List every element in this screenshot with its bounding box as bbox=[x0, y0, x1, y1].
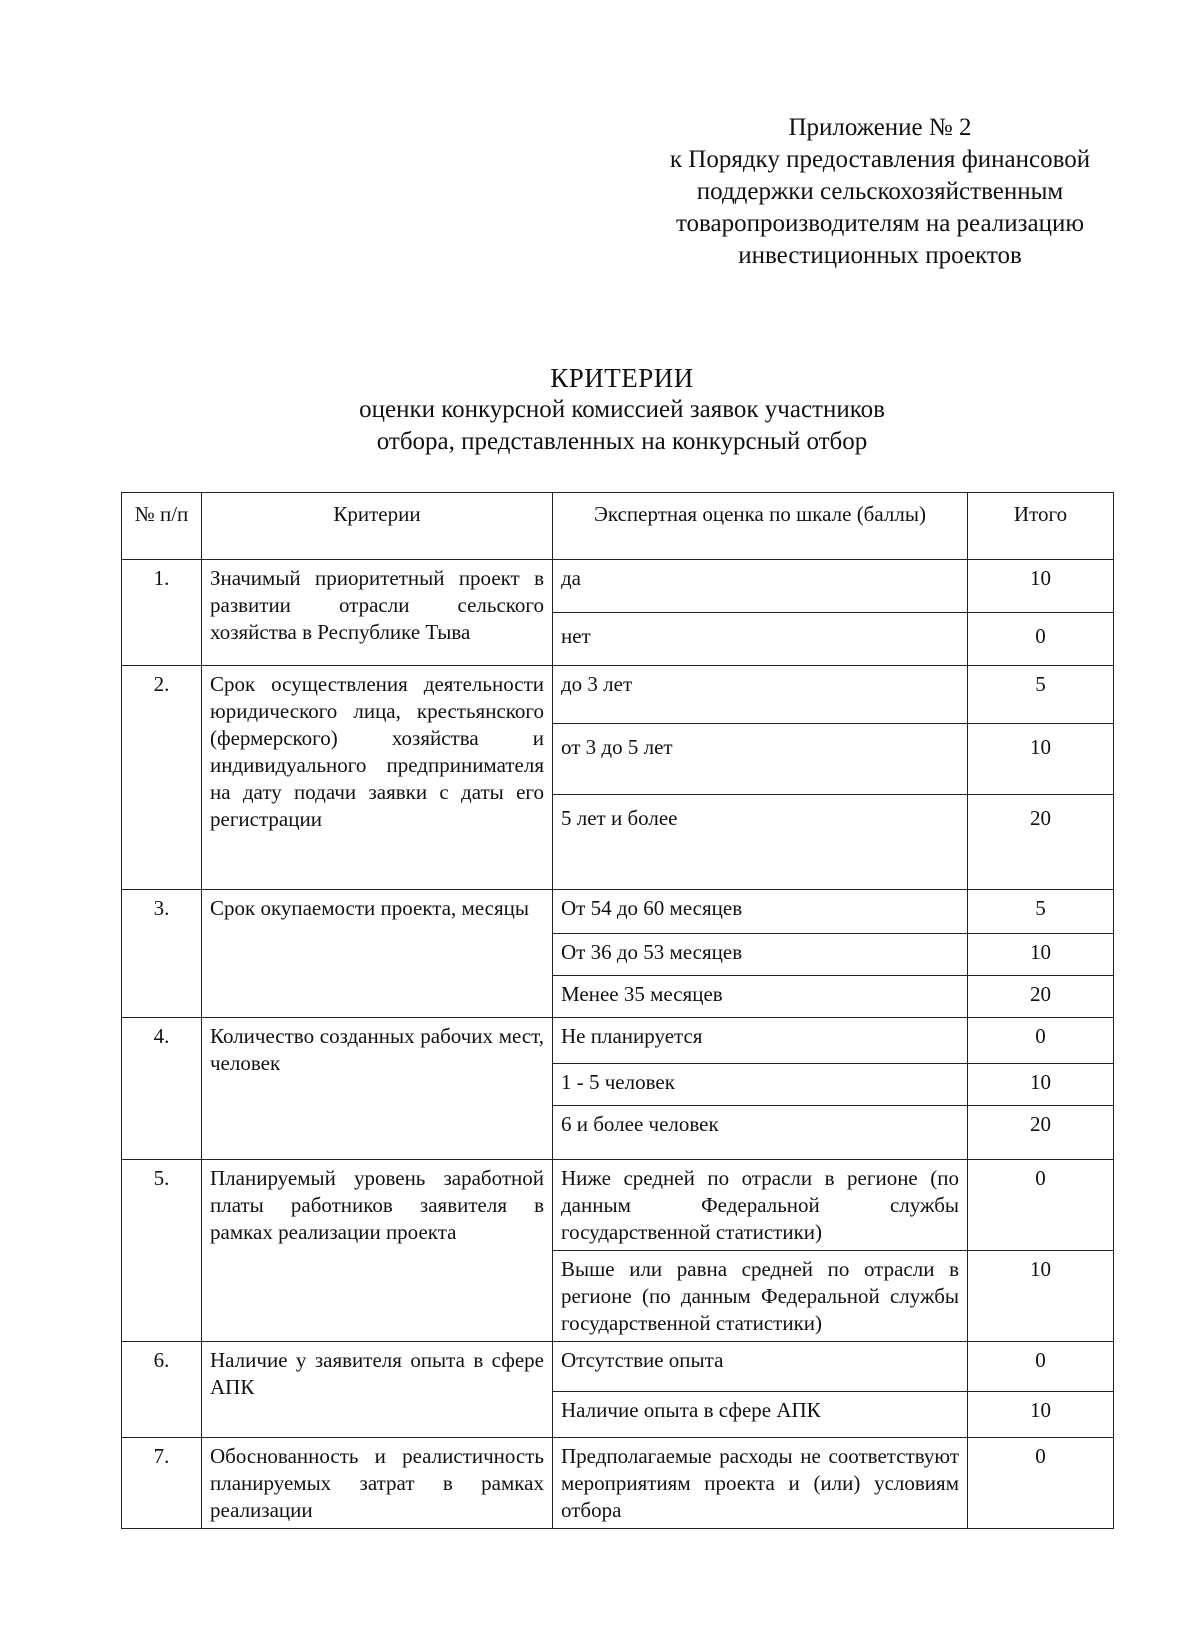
table-header-row bbox=[122, 493, 1114, 560]
score-value: 5 bbox=[968, 890, 1114, 934]
appendix-line: инвестиционных проектов bbox=[738, 242, 1022, 269]
row-number: 4. bbox=[122, 1018, 202, 1160]
header-num: № п/п bbox=[122, 493, 202, 560]
criterion-text: Значимый приоритетный проект в развитии отрасли сельского хозяйства в Республике Тыва bbox=[202, 560, 553, 666]
criterion-text: Срок окупаемости проекта, месяцы bbox=[202, 890, 553, 1018]
scale-option: От 36 до 53 месяцев bbox=[553, 934, 968, 976]
scale-option: От 54 до 60 месяцев bbox=[553, 890, 968, 934]
score-value: 10 bbox=[968, 724, 1114, 795]
appendix-line: товаропроизводителям на реализацию bbox=[675, 210, 1085, 237]
appendix-header bbox=[630, 112, 1130, 272]
score-value: 20 bbox=[968, 1106, 1114, 1160]
row-number: 2. bbox=[122, 666, 202, 890]
row-number: 3. bbox=[122, 890, 202, 1018]
scale-option: 6 и более человек bbox=[553, 1106, 968, 1160]
table-row bbox=[122, 1018, 1114, 1064]
score-value: 10 bbox=[968, 1392, 1114, 1438]
score-value: 0 bbox=[968, 1018, 1114, 1064]
scale-option: 1 - 5 человек bbox=[553, 1064, 968, 1106]
criterion-text: Срок осуществления деятельности юридического лица, крестьянского (фермерского) хозяйства и индивидуального предпринимателя на дату подачи заявки с даты его регистрации bbox=[202, 666, 553, 890]
header-total: Итого bbox=[968, 493, 1114, 560]
criterion-text: Наличие у заявителя опыта в сфере АПК bbox=[202, 1342, 553, 1438]
score-value: 10 bbox=[968, 1251, 1114, 1342]
title-main: КРИТЕРИИ bbox=[550, 363, 694, 393]
document-title bbox=[120, 362, 1124, 458]
table-row bbox=[122, 1438, 1114, 1529]
title-subtitle: оценки конкурсной комиссией заявок участников bbox=[359, 396, 885, 423]
table-row bbox=[122, 666, 1114, 724]
score-value: 10 bbox=[968, 934, 1114, 976]
scale-option: от 3 до 5 лет bbox=[553, 724, 968, 795]
criterion-text: Обоснованность и реалистичность планируемых затрат в рамках реализации bbox=[202, 1438, 553, 1529]
score-value: 10 bbox=[968, 560, 1114, 613]
header-criteria: Критерии bbox=[202, 493, 553, 560]
scale-option: Не планируется bbox=[553, 1018, 968, 1064]
scale-option: Выше или равна средней по отрасли в регионе (по данным Федеральной службы государственной статистики) bbox=[553, 1251, 968, 1342]
scale-option: Отсутствие опыта bbox=[553, 1342, 968, 1392]
criterion-text: Количество созданных рабочих мест, человек bbox=[202, 1018, 553, 1160]
appendix-number: Приложение № 2 bbox=[788, 114, 972, 141]
appendix-line: поддержки сельскохозяйственным bbox=[696, 178, 1064, 205]
table-row bbox=[122, 890, 1114, 934]
scale-option: Наличие опыта в сфере АПК bbox=[553, 1392, 968, 1438]
row-number: 6. bbox=[122, 1342, 202, 1438]
score-value: 5 bbox=[968, 666, 1114, 724]
scale-option: да bbox=[553, 560, 968, 613]
score-value: 0 bbox=[968, 1438, 1114, 1529]
scale-option: 5 лет и более bbox=[553, 795, 968, 890]
row-number: 1. bbox=[122, 560, 202, 666]
row-number: 5. bbox=[122, 1160, 202, 1342]
score-value: 10 bbox=[968, 1064, 1114, 1106]
header-scale: Экспертная оценка по шкале (баллы) bbox=[553, 493, 968, 560]
criteria-table bbox=[121, 492, 1114, 1529]
scale-option: Предполагаемые расходы не соответствуют мероприятиям проекта и (или) условиям отбора bbox=[553, 1438, 968, 1529]
table-row bbox=[122, 1342, 1114, 1392]
scale-option: Менее 35 месяцев bbox=[553, 976, 968, 1018]
table-row bbox=[122, 560, 1114, 613]
criterion-text: Планируемый уровень заработной платы работников заявителя в рамках реализации проекта bbox=[202, 1160, 553, 1342]
score-value: 0 bbox=[968, 613, 1114, 666]
appendix-line: к Порядку предоставления финансовой bbox=[669, 146, 1091, 173]
scale-option: до 3 лет bbox=[553, 666, 968, 724]
row-number: 7. bbox=[122, 1438, 202, 1529]
table-row bbox=[122, 1160, 1114, 1251]
scale-option: нет bbox=[553, 613, 968, 666]
title-subtitle: отбора, представленных на конкурсный отбор bbox=[376, 428, 868, 455]
score-value: 20 bbox=[968, 795, 1114, 890]
scale-option: Ниже средней по отрасли в регионе (по данным Федеральной службы государственной статистики) bbox=[553, 1160, 968, 1251]
score-value: 0 bbox=[968, 1342, 1114, 1392]
score-value: 0 bbox=[968, 1160, 1114, 1251]
score-value: 20 bbox=[968, 976, 1114, 1018]
